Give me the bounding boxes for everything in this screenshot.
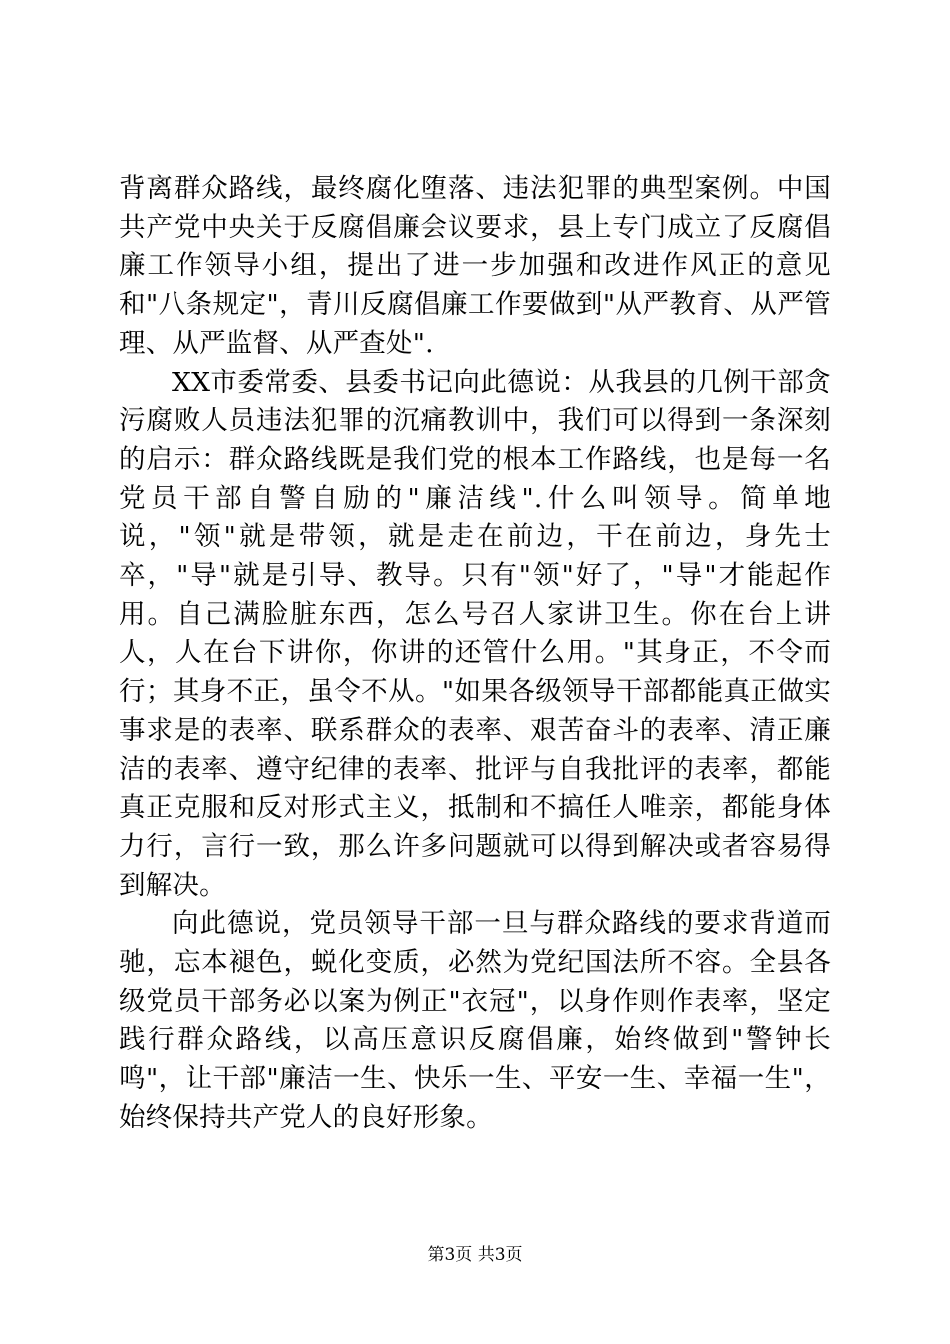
paragraph-continuation: 背离群众路线，最终腐化堕落、违法犯罪的典型案例。中国共产党中央关于反腐倡廉会议要求，县上专门成立了反腐倡廉工作领导小组，提出了进一步加强和改进作风正的意见和"八条规定"，青川反腐倡廉工作要做到"从严教育、从严管理、从严监督、从严查处".: [119, 173, 831, 359]
page-footer: 第3页 共3页: [427, 1245, 523, 1265]
paragraph-secretary-statement: XX市委常委、县委书记向此德说：从我县的几例干部贪污腐败人员违法犯罪的沉痛教训中，我们可以得到一条深刻的启示：群众路线既是我们党的根本工作路线，也是每一名党员干部自警自励的"廉洁线".什么叫领导。简单地说，"领"就是带领，就是走在前边，干在前边，身先士卒，"导"就是引导、教导。只有"领"好了，"导"才能起作用。自己满脸脏东西，怎么号召人家讲卫生。你在台上讲人，人在台下讲你，你讲的还管什么用。"其身正，不令而行；其身不正，虽令不从。"如果各级领导干部都能真正做实事求是的表率、联系群众的表率、艰苦奋斗的表率、清正廉洁的表率、遵守纪律的表率、批评与自我批评的表率，都能真正克服和反对形式主义，抵制和不搞任人唯亲，都能身体力行，言行一致，那么许多问题就可以得到解决或者容易得到解决。: [119, 366, 831, 901]
paragraph-conclusion: 向此德说，党员领导干部一旦与群众路线的要求背道而驰，忘本褪色，蜕化变质，必然为党纪国法所不容。全县各级党员干部务必以案为例正"衣冠"，以身作则作表率，坚定践行群众路线，以高压意识反腐倡廉，始终做到"警钟长鸣"，让干部"廉洁一生、快乐一生、平安一生、幸福一生"，始终保持共产党人的良好形象。: [119, 908, 831, 1133]
document-body: [119, 170, 831, 1138]
